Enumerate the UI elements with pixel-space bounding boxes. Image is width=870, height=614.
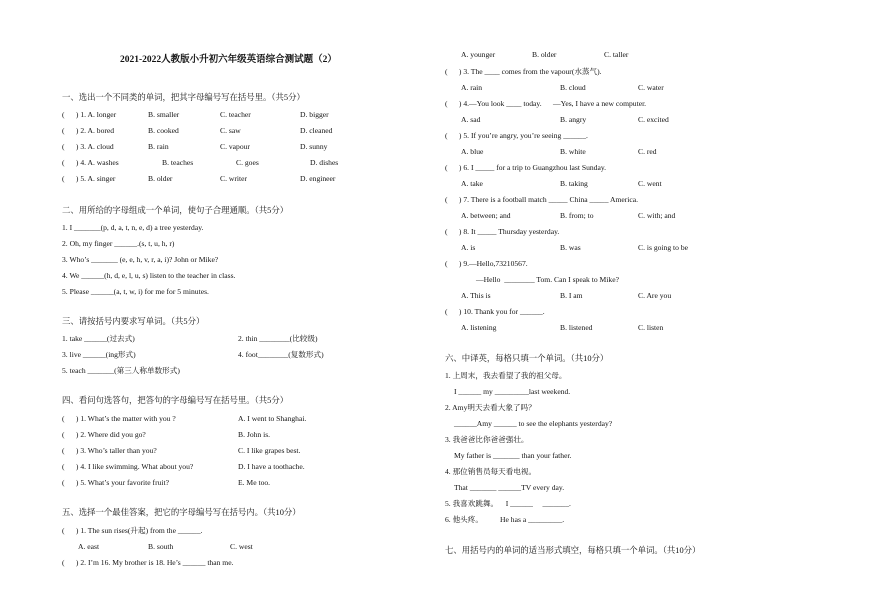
question-text: C. Are you [638, 291, 672, 300]
question-text: C. west [230, 542, 253, 551]
question-text: B. listened [560, 323, 593, 332]
section-heading: 五、选择一个最佳答案，把它的字母编号写在括号内。（共10分） [62, 508, 301, 517]
question-text: D. cleaned [300, 126, 333, 135]
question-text: That _______ ______TV every day. [454, 483, 565, 492]
question-text: D. dishes [310, 158, 339, 167]
question-text: A. sad [461, 115, 481, 124]
question-text: C. teacher [220, 110, 251, 119]
question-text: D. sunny [300, 142, 328, 151]
question-text: B. cooked [148, 126, 179, 135]
question-text: C. water [638, 83, 664, 92]
question-text: C. went [638, 179, 662, 188]
question-text: ( ) 10. Thank you for ______. [445, 307, 545, 316]
question-text: A. east [78, 542, 100, 551]
question-text: 3. 我爸爸比你爸爸强壮。 [445, 435, 529, 444]
question-text: ( ) 6. I _____ for a trip to Guangzhou last Sunday. [445, 163, 607, 172]
question-text: My father is _______ than your father. [454, 451, 572, 460]
question-text: ( ) 1. A. longer [62, 110, 117, 119]
question-text: A. younger [461, 50, 496, 59]
question-text: A. listening [461, 323, 497, 332]
question-text: ( ) 9.—Hello,73210567. [445, 259, 528, 268]
question-text: A. rain [461, 83, 483, 92]
question-text: B. older [532, 50, 557, 59]
question-text: C. with; and [638, 211, 676, 220]
question-text: I ______ my _________last weekend. [454, 387, 571, 396]
question-text: ( ) 3. The ____ comes from the vapour(水蒸气). [445, 67, 602, 76]
question-text: B. was [560, 243, 581, 252]
question-text: A. I went to Shanghai. [238, 414, 307, 423]
question-text: B. rain [148, 142, 169, 151]
question-text: 6. 他头疼。 He has a _________. [445, 515, 565, 524]
question-text: ( ) 3. A. cloud [62, 142, 114, 151]
question-text: B. teaches [162, 158, 194, 167]
question-text: 1. 上周末，我去看望了我的祖父母。 [445, 371, 567, 380]
question-text: B. smaller [148, 110, 180, 119]
question-text: B. angry [560, 115, 587, 124]
section-heading: 六、中译英，每格只填一个单词。（共10分） [445, 354, 609, 363]
section-heading: 一、选出一个不同类的单词，把其字母编号写在括号里。（共5分） [62, 93, 305, 102]
section-heading: 三、请按括号内要求写单词。（共5分） [62, 317, 205, 326]
question-text: 2. thin ________(比较级) [238, 334, 318, 343]
question-text: C. listen [638, 323, 664, 332]
question-text: C. is going to be [638, 243, 688, 252]
question-text: B. I am [560, 291, 583, 300]
question-text: 4. foot________(复数形式) [238, 350, 324, 359]
section-heading: 二、用所给的字母组成一个单词，使句子合理通顺。（共5分） [62, 206, 289, 215]
question-text: —Hello ________ Tom. Can I speak to Mike? [476, 275, 619, 284]
question-text: ( ) 2. A. bored [62, 126, 115, 135]
question-text: 5. 我喜欢跳舞。 I ______ _______. [445, 499, 571, 508]
question-text: D. I have a toothache. [238, 462, 305, 471]
question-text: 1. take ______(过去式) [62, 334, 135, 343]
question-text: B. from; to [560, 211, 594, 220]
question-text: ( ) 4.—You look ____ today. —Yes, I have a new computer. [445, 99, 647, 108]
question-text: 4. 那位销售员每天看电视。 [445, 467, 537, 476]
page-title: 2021-2022人教版小升初六年级英语综合测试题（2） [120, 55, 337, 65]
question-text: ( ) 1. What’s the matter with you ? [62, 414, 176, 423]
question-text: 2. Amy明天去看大象了吗？ [445, 403, 536, 412]
question-text: B. older [148, 174, 173, 183]
question-text: B. cloud [560, 83, 586, 92]
question-text: 5. Please ______(a, t, w, i) for me for 5 minutes. [62, 287, 209, 296]
question-text: 2. Oh, my finger ______.(s, t, u, h, r) [62, 239, 175, 248]
question-text: A. is [461, 243, 476, 252]
question-text: B. John is. [238, 430, 271, 439]
question-text: A. take [461, 179, 483, 188]
question-text: A. This is [461, 291, 491, 300]
question-text: ( ) 8. It _____ Thursday yesterday. [445, 227, 560, 236]
question-text: E. Me too. [238, 478, 271, 487]
question-text: D. bigger [300, 110, 329, 119]
question-text: ( ) 4. A. washes [62, 158, 119, 167]
question-text: C. taller [604, 50, 629, 59]
question-text: ( ) 5. A. singer [62, 174, 116, 183]
question-text: B. white [560, 147, 586, 156]
question-text: A. blue [461, 147, 484, 156]
question-text: 4. We ______(h, d, e, l, u, s) listen to the teacher in class. [62, 271, 236, 280]
question-text: B. south [148, 542, 174, 551]
question-text: C. red [638, 147, 657, 156]
question-text: C. excited [638, 115, 669, 124]
question-text: C. vapour [220, 142, 250, 151]
question-text: ( ) 5. What’s your favorite fruit? [62, 478, 169, 487]
question-text: A. between; and [461, 211, 511, 220]
question-text: ( ) 7. There is a football match _____ China _____ America. [445, 195, 639, 204]
question-text: D. engineer [300, 174, 336, 183]
question-text: ( ) 5. If you’re angry, you’re seeing ______. [445, 131, 588, 140]
question-text: 3. live ______(ing形式) [62, 350, 136, 359]
question-text: B. taking [560, 179, 588, 188]
section-heading: 七、用括号内的单词的适当形式填空，每格只填一个单词。（共10分） [445, 546, 701, 555]
question-text: ( ) 4. I like swimming. What about you? [62, 462, 194, 471]
question-text: C. writer [220, 174, 247, 183]
question-text: C. I like grapes best. [238, 446, 301, 455]
question-text: ( ) 3. Who’s taller than you? [62, 446, 157, 455]
question-text: C. saw [220, 126, 241, 135]
question-text: ( ) 2. Where did you go? [62, 430, 146, 439]
question-text: C. goes [236, 158, 259, 167]
question-text: ( ) 1. The sun rises(升起) from the ______. [62, 526, 203, 535]
section-heading: 四、看问句选答句，把答句的字母编号写在括号里。（共5分） [62, 396, 289, 405]
question-text: ( ) 2. I’m 16. My brother is 18. He’s ______ than me. [62, 558, 234, 567]
question-text: 5. teach _______(第三人称单数形式) [62, 366, 180, 375]
question-text: 3. Who’s _______ (e, e, h, v, r, a, i)? John or Mike? [62, 255, 219, 264]
question-text: 1. I _______(p, d, a, t, n, e, d) a tree yesterday. [62, 223, 204, 232]
question-text: ______Amy ______ to see the elephants yesterday? [454, 419, 613, 428]
